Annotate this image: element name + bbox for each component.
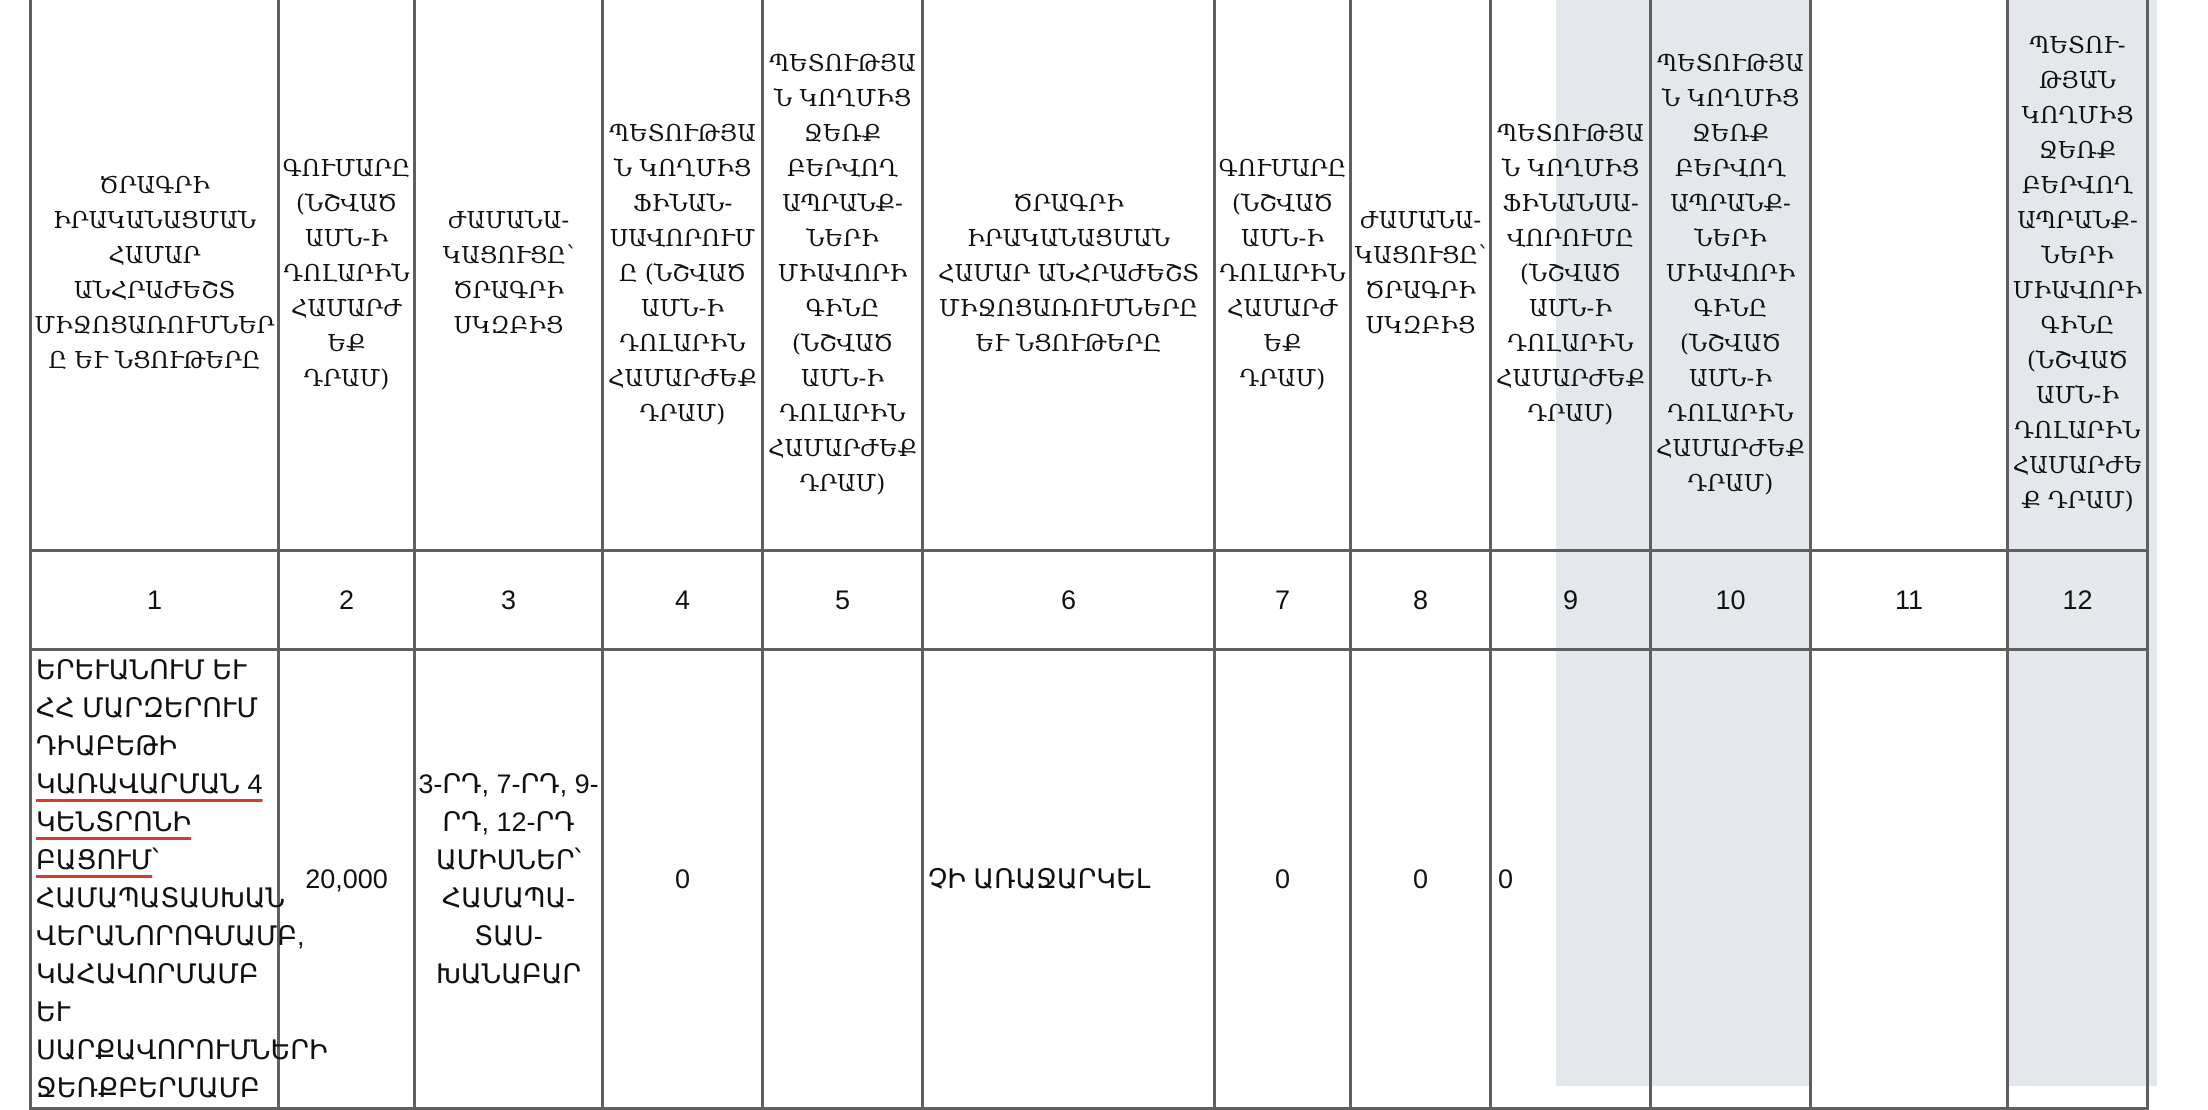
measure-description-cell: ՉԻ ԱՌԱՋԱՐԿԵԼ — [923, 650, 1215, 1109]
header-cell: ՊԵՏՈՒԹՅԱՆ ԿՈՂՄԻՑ ՋԵՌՔ ԲԵՐՎՈՂ ԱՊՐԱՆՔ-ՆԵՐԻ ՄԻԱՎՈՐԻ ԳԻՆԸ (ՆՇՎԱԾ ԱՄՆ-Ի ԴՈԼԱՐԻՆ ՀԱՄԱՐԺԵՔ ԴՐԱՄ) — [1651, 0, 1811, 551]
header-cell: ԺԱՄԱՆԱ-ԿԱՑՈՒՑԸ՝ ԾՐԱԳՐԻ ՍԿԶԲԻՑ — [1351, 0, 1491, 551]
measure-text-continued: ՝ ՀԱՄԱՊԱՏԱՍԽԱՆ ՎԵՐԱՆՈՐՈԳՄԱՄԲ, ԿԱՀԱՎՈՐՄԱՄԲ ԵՒ ՍԱՐՔԱՎՈՐՈՒՄՆԵՐԻ ՋԵՌՔԲԵՐՄԱՄԲ — [36, 845, 328, 1103]
header-cell: ՊԵՏՈՒԹՅԱՆ ԿՈՂՄԻՑ ՖԻՆԱՆ-ՍԱՎՈՐՈՒՄԸ (ՆՇՎԱԾ ԱՄՆ-Ի ԴՈԼԱՐԻՆ ՀԱՄԱՐԺԵՔ ԴՐԱՄ) — [603, 0, 763, 551]
column-number: 12 — [2008, 551, 2148, 650]
column-number: 4 — [603, 551, 763, 650]
unit-price-cell — [763, 650, 923, 1109]
empty-cell — [1811, 650, 2008, 1109]
unit-price-cell — [1651, 650, 1811, 1109]
state-funding-cell: 0 — [603, 650, 763, 1109]
column-number: 1 — [31, 551, 279, 650]
column-number: 8 — [1351, 551, 1491, 650]
timeline-cell: 0 — [1351, 650, 1491, 1109]
column-number: 11 — [1811, 551, 2008, 650]
header-cell: ԺԱՄԱՆԱ-ԿԱՑՈՒՑԸ՝ ԾՐԱԳՐԻ ՍԿԶԲԻՑ — [415, 0, 603, 551]
amount-cell: 20,000 — [279, 650, 415, 1109]
column-number: 10 — [1651, 551, 1811, 650]
header-cell — [1811, 0, 2008, 551]
measure-text: ԵՐԵՒԱՆՈՒՄ ԵՒ ՀՀ ՄԱՐԶԵՐՈՒՄ ԴԻԱԲԵԹԻ — [36, 655, 258, 761]
table-row — [31, 650, 2148, 1109]
state-funding-cell: 0 — [1491, 650, 1651, 1109]
timeline-cell: 3-ՐԴ, 7-ՐԴ, 9-ՐԴ, 12-ՐԴ ԱՄԻՍՆԵՐ՝ ՀԱՄԱՊԱ-ՏԱՍ-ԽԱՆԱԲԱՐ — [415, 650, 603, 1109]
header-cell: ԾՐԱԳՐԻ ԻՐԱԿԱՆԱՑՄԱՆ ՀԱՄԱՐ ԱՆՀՐԱԺԵՇՏ ՄԻՋՈՑԱՌՈՒՄՆԵՐԸ ԵՒ ՆՑՈՒԹԵՐԸ — [923, 0, 1215, 551]
column-number: 7 — [1215, 551, 1351, 650]
column-number: 2 — [279, 551, 415, 650]
amount-cell: 0 — [1215, 650, 1351, 1109]
column-number: 6 — [923, 551, 1215, 650]
header-cell: ԾՐԱԳՐԻ ԻՐԱԿԱՆԱՑՄԱՆ ՀԱՄԱՐ ԱՆՀՐԱԺԵՇՏ ՄԻՋՈՑԱՌՈՒՄՆԵՐԸ ԵՒ ՆՑՈՒԹԵՐԸ — [31, 0, 279, 551]
header-cell: ՊԵՏՈՒԹՅԱՆ ԿՈՂՄԻՑ ՋԵՌՔ ԲԵՐՎՈՂ ԱՊՐԱՆՔ-ՆԵՐԻ ՄԻԱՎՈՐԻ ԳԻՆԸ (ՆՇՎԱԾ ԱՄՆ-Ի ԴՈԼԱՐԻՆ ՀԱՄԱՐԺԵՔ ԴՐԱՄ) — [763, 0, 923, 551]
column-number: 5 — [763, 551, 923, 650]
column-number: 9 — [1491, 551, 1651, 650]
column-number-row — [31, 551, 2148, 650]
header-cell: ՊԵՏՈՒ-ԹՅԱՆ ԿՈՂՄԻՑ ՋԵՌՔ ԲԵՐՎՈՂ ԱՊՐԱՆՔ-ՆԵՐԻ ՄԻԱՎՈՐԻ ԳԻՆԸ (ՆՇՎԱԾ ԱՄՆ-Ի ԴՈԼԱՐԻՆ ՀԱՄԱՐԺԵՔ ԴՐԱՄ) — [2008, 0, 2148, 551]
column-number: 3 — [415, 551, 603, 650]
unit-price-cell — [2008, 650, 2148, 1109]
header-row — [31, 0, 2148, 551]
header-cell: ԳՈՒՄԱՐԸ (ՆՇՎԱԾ ԱՄՆ-Ի ԴՈԼԱՐԻՆ ՀԱՄԱՐԺԵՔ ԴՐԱՄ) — [1215, 0, 1351, 551]
header-cell: ՊԵՏՈՒԹՅԱՆ ԿՈՂՄԻՑ ՖԻՆԱՆՍԱ-ՎՈՐՈՒՄԸ (ՆՇՎԱԾ ԱՄՆ-Ի ԴՈԼԱՐԻՆ ՀԱՄԱՐԺԵՔ ԴՐԱՄ) — [1491, 0, 1651, 551]
budget-table — [29, 0, 2149, 1110]
header-cell: ԳՈՒՄԱՐԸ (ՆՇՎԱԾ ԱՄՆ-Ի ԴՈԼԱՐԻՆ ՀԱՄԱՐԺԵՔ ԴՐԱՄ) — [279, 0, 415, 551]
measure-description-cell — [31, 650, 328, 1109]
highlighted-phrase: ԿԱՌԱՎԱՐՄԱՆ 4 ԿԵՆՏՐՈՆԻ ԲԱՑՈՒՄ — [36, 769, 263, 875]
